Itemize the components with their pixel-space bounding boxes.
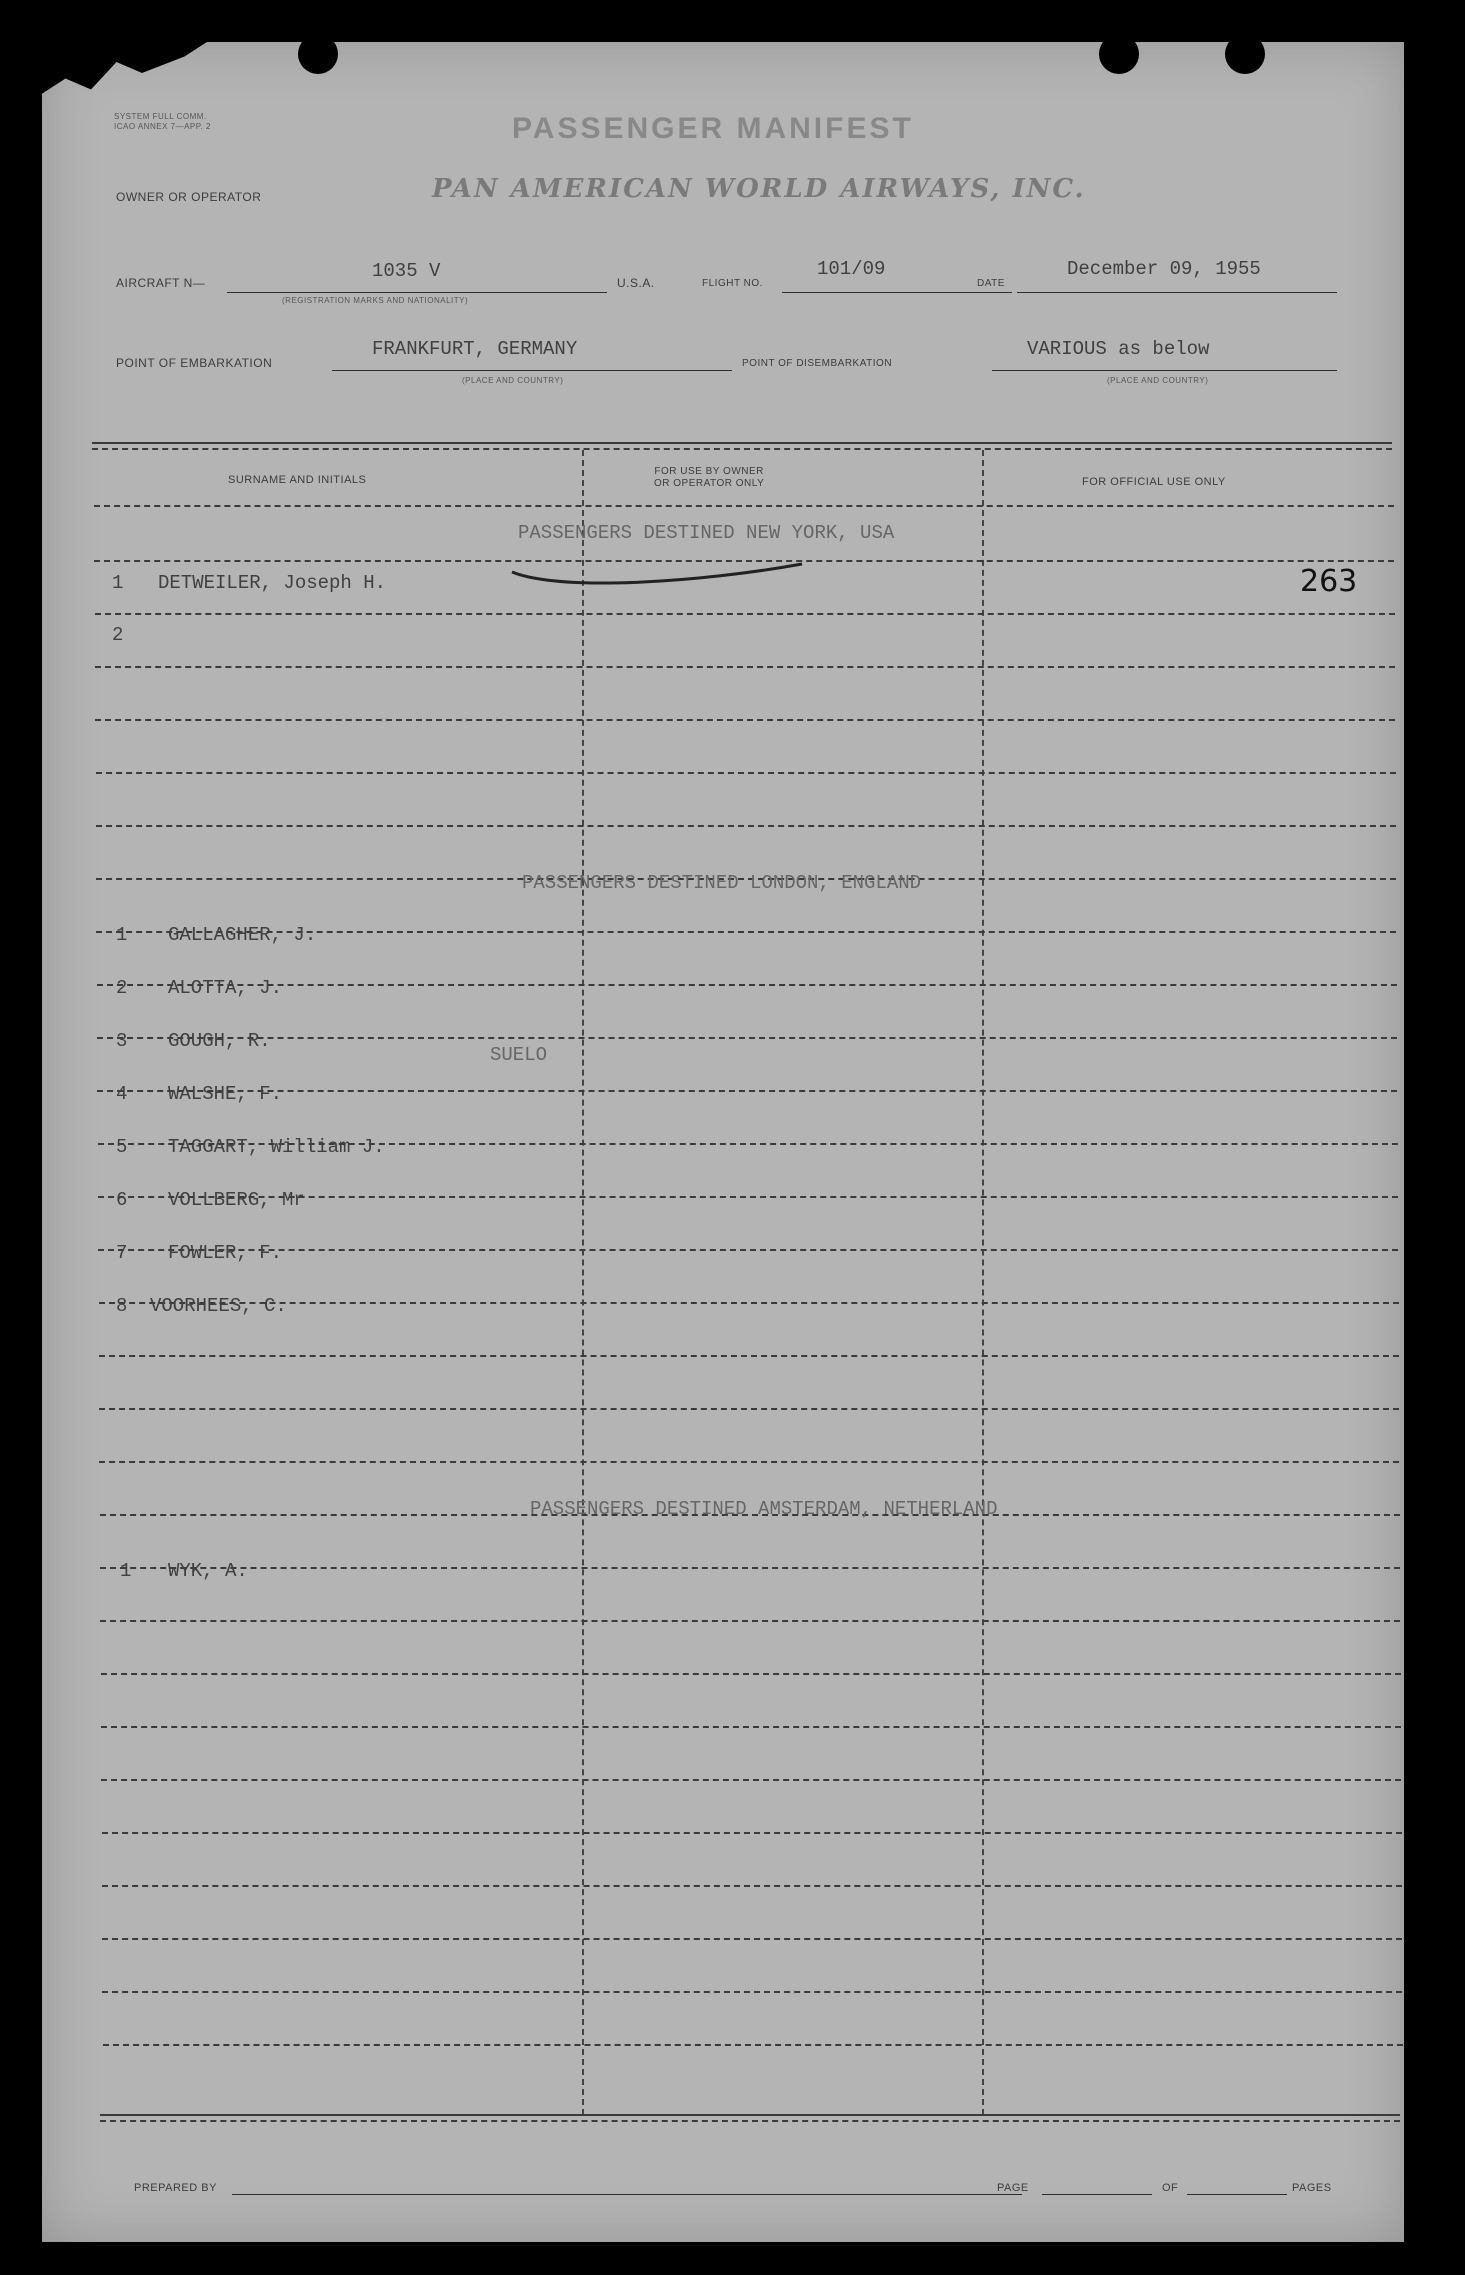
flight-value: 101/09	[817, 258, 886, 280]
passenger-number: 6	[116, 1189, 128, 1211]
passenger-number: 3	[116, 1030, 128, 1052]
row-rule	[99, 1355, 1399, 1357]
table-top-border	[92, 448, 1392, 450]
of-label: OF	[1162, 2182, 1179, 2194]
column-header-owner-use	[654, 466, 764, 490]
passenger-name: GOUGH, R.	[168, 1030, 271, 1052]
owner-label: OWNER OR OPERATOR	[116, 190, 262, 204]
passenger-name: WYK, A.	[168, 1560, 248, 1582]
column-header-owner-use-line: FOR USE BY OWNER	[654, 466, 764, 477]
passenger-number: 1	[120, 1560, 132, 1582]
prepared-by-underline	[232, 2194, 1022, 2195]
section-heading-london: PASSENGERS DESTINED LONDON, ENGLAND	[522, 872, 922, 894]
prepared-by-label: PREPARED BY	[134, 2182, 217, 2194]
row-rule	[94, 505, 1394, 507]
row-rule	[99, 1461, 1399, 1463]
registration-caption: (REGISTRATION MARKS AND NATIONALITY)	[282, 296, 469, 305]
passenger-name: DETWEILER, Joseph H.	[158, 572, 387, 594]
table-top-border	[92, 442, 1392, 444]
flight-underline	[782, 292, 1012, 293]
punch-hole	[298, 34, 338, 74]
row-rule	[99, 1408, 1399, 1410]
aircraft-underline	[227, 292, 607, 293]
form-title: PASSENGER MANIFEST	[512, 112, 914, 145]
row-rule	[100, 1567, 1400, 1569]
row-rule	[102, 1885, 1402, 1887]
manifest-page	[42, 42, 1404, 2242]
date-label: DATE	[977, 278, 1005, 289]
passenger-name: WALSHE, F.	[168, 1083, 283, 1105]
passenger-number: 2	[116, 977, 128, 999]
row-rule	[95, 666, 1395, 668]
flight-label: FLIGHT NO.	[702, 278, 763, 289]
form-ref-line: ICAO ANNEX 7—APP. 2	[114, 122, 211, 131]
aircraft-value: 1035 V	[372, 260, 441, 282]
passenger-name: VOLLBERG, Mr	[168, 1189, 305, 1211]
row-rule	[99, 1302, 1399, 1304]
of-underline	[1187, 2194, 1287, 2195]
owner-value: PAN AMERICAN WORLD AIRWAYS, INC.	[432, 174, 1086, 204]
passenger-number: 4	[116, 1083, 128, 1105]
column-divider	[982, 450, 984, 2115]
disembark-caption: (PLACE AND COUNTRY)	[1107, 376, 1209, 385]
punch-hole	[1225, 34, 1265, 74]
embark-underline	[332, 370, 732, 371]
row-rule	[101, 1726, 1401, 1728]
passenger-name: ALOTTA, J.	[168, 977, 283, 999]
disembark-value: VARIOUS as below	[1027, 338, 1210, 360]
stamp-number: 263	[1300, 564, 1358, 599]
row-rule	[102, 1832, 1402, 1834]
passenger-number: 1	[116, 924, 128, 946]
table-bottom-border	[100, 2114, 1400, 2116]
embark-label: POINT OF EMBARKATION	[116, 356, 273, 370]
torn-corner	[40, 40, 210, 95]
form-reference	[114, 112, 211, 132]
row-rule	[102, 1938, 1402, 1940]
column-divider	[582, 450, 584, 2115]
passenger-note: SUELO	[490, 1044, 548, 1066]
embark-caption: (PLACE AND COUNTRY)	[462, 376, 564, 385]
passenger-number: 1	[112, 572, 124, 594]
pages-label: PAGES	[1292, 2182, 1332, 2194]
row-rule	[97, 1090, 1397, 1092]
table-bottom-border	[100, 2120, 1400, 2122]
passenger-name: VOORHEES, C.	[150, 1295, 287, 1317]
punch-hole	[1099, 34, 1139, 74]
row-rule	[101, 1779, 1401, 1781]
column-header-surname: SURNAME AND INITIALS	[228, 474, 367, 486]
embark-value: FRANKFURT, GERMANY	[372, 338, 578, 360]
section-heading-new-york: PASSENGERS DESTINED NEW YORK, USA	[518, 522, 895, 544]
row-rule	[95, 613, 1395, 615]
date-underline	[1017, 292, 1337, 293]
page-label: PAGE	[997, 2182, 1029, 2194]
disembark-label: POINT OF DISEMBARKATION	[742, 358, 893, 369]
form-ref-line: SYSTEM FULL COMM.	[114, 112, 207, 121]
date-value: December 09, 1955	[1067, 258, 1261, 280]
row-rule	[96, 772, 1396, 774]
passenger-number: 5	[116, 1136, 128, 1158]
passenger-name: GALLAGHER, J.	[168, 924, 317, 946]
passenger-name: TAGGART, William J.	[168, 1136, 385, 1158]
passenger-number: 8	[116, 1295, 128, 1317]
usa-label: U.S.A.	[617, 276, 655, 290]
row-rule	[95, 719, 1395, 721]
row-rule	[103, 2044, 1403, 2046]
row-rule	[98, 1249, 1398, 1251]
column-header-owner-use-line: OR OPERATOR ONLY	[654, 478, 765, 489]
disembark-underline	[992, 370, 1337, 371]
aircraft-label: AIRCRAFT N—	[116, 276, 206, 290]
row-rule	[97, 1037, 1397, 1039]
row-rule	[101, 1673, 1401, 1675]
section-heading-amsterdam: PASSENGERS DESTINED AMSTERDAM, NETHERLAND	[530, 1498, 998, 1520]
row-rule	[97, 984, 1397, 986]
passenger-name: FOWLER, F.	[168, 1242, 283, 1264]
page-underline	[1042, 2194, 1152, 2195]
column-header-official: FOR OFFICIAL USE ONLY	[1082, 476, 1226, 488]
row-rule	[102, 1991, 1402, 1993]
pen-stroke	[502, 552, 822, 592]
row-rule	[96, 825, 1396, 827]
row-rule	[100, 1620, 1400, 1622]
passenger-number: 7	[116, 1242, 128, 1264]
passenger-number: 2	[112, 624, 124, 646]
